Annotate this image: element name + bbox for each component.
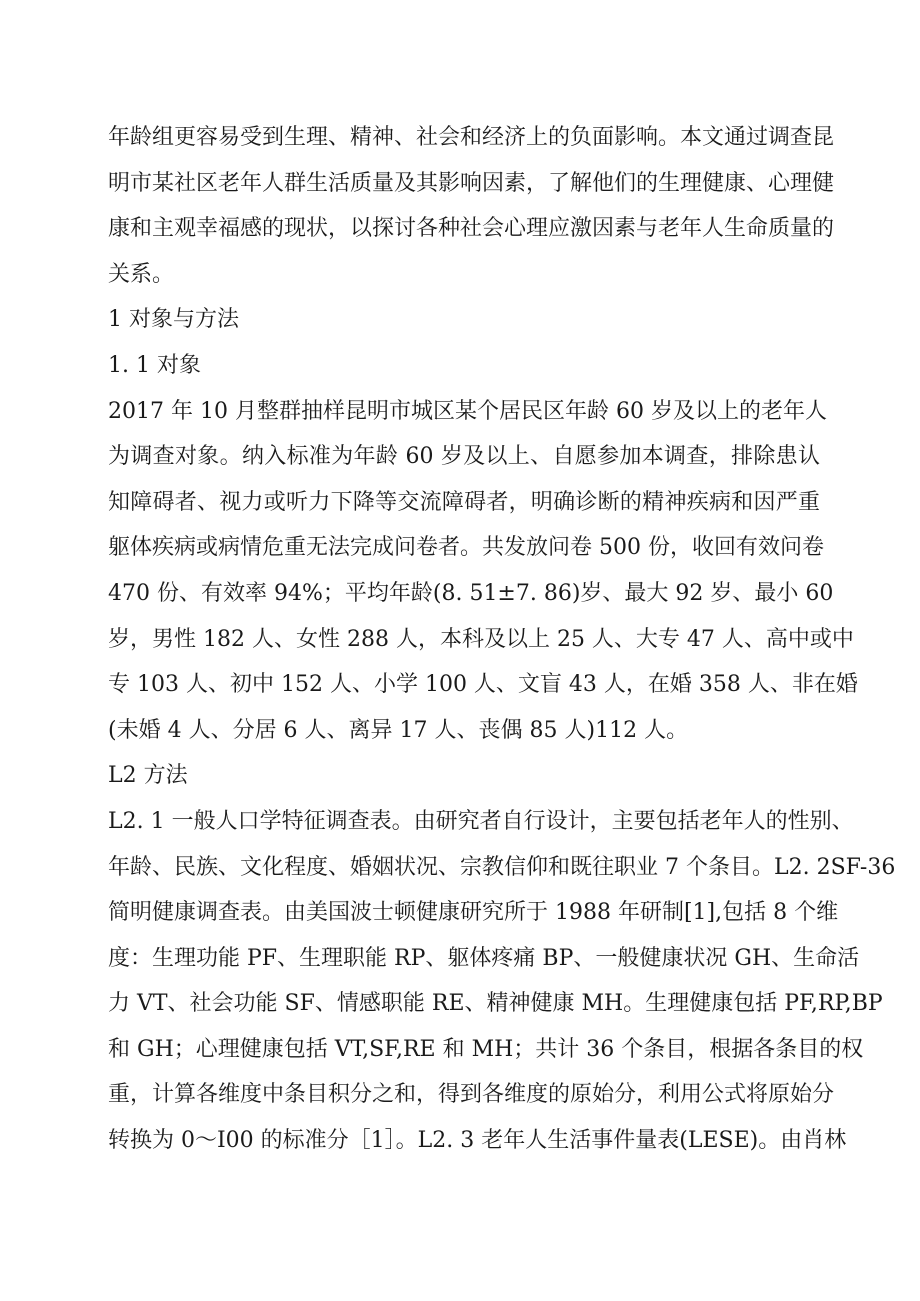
paragraph-line: 岁，男性 182 人、女性 288 人，本科及以上 25 人、大专 47 人、高中或中 — [108, 626, 854, 652]
paragraph-line: 和 GH；心理健康包括 VT,SF,RE 和 MH；共计 36 个条目，根据各条目的权 — [108, 1036, 864, 1062]
body-text — [108, 115, 896, 1164]
paragraph-line: 知障碍者、视力或听力下降等交流障碍者，明确诊断的精神疾病和因严重 — [108, 489, 820, 515]
paragraph-line: 力 VT、社会功能 SF、情感职能 RE、精神健康 MH。生理健康包括 PF,RP,BP — [108, 991, 883, 1017]
paragraph-line: 为调查对象。纳入标准为年龄 60 岁及以上、自愿参加本调查，排除患认 — [108, 444, 820, 470]
paragraph-line: 2017 年 10 月整群抽样昆明市城区某个居民区年龄 60 岁及以上的老年人 — [108, 398, 827, 424]
paragraph-line: 康和主观幸福感的现状，以探讨各种社会心理应激因素与老年人生命质量的 — [108, 216, 835, 242]
paragraph-line: 度：生理功能 PF、生理职能 RP、躯体疼痛 BP、一般健康状况 GH、生命活 — [108, 945, 860, 971]
paragraph-line: 简明健康调查表。由美国波士顿健康研究所于 1988 年研制[1],包括 8 个维 — [108, 900, 839, 926]
paragraph-line: 470 份、有效率 94%；平均年龄(8. 51±7. 86)岁、最大 92 岁、最小 60 — [108, 580, 834, 606]
paragraph-line: 年龄、民族、文化程度、婚姻状况、宗教信仰和既往职业 7 个条目。L2. 2SF-36 — [108, 854, 896, 880]
paragraph-line: L2. 1 一般人口学特征调查表。由研究者自行设计，主要包括老年人的性别、 — [108, 808, 854, 834]
paragraph-line: 重，计算各维度中条目积分之和，得到各维度的原始分，利用公式将原始分 — [108, 1082, 835, 1108]
paragraph-line: 年龄组更容易受到生理、精神、社会和经济上的负面影响。本文通过调查昆 — [108, 125, 835, 150]
paragraph-line: 明市某社区老年人群生活质量及其影响因素，了解他们的生理健康、心理健 — [108, 170, 835, 196]
paragraph-line: (未婚 4 人、分居 6 人、离异 17 人、丧偶 85 人)112 人。 — [108, 717, 689, 743]
section-heading: 1 对象与方法 — [108, 307, 239, 333]
paragraph-line: 转换为 0～I00 的标准分［1］。L2. 3 老年人生活事件量表(LESE)。由肖林 — [108, 1128, 847, 1154]
paragraph-line: 专 103 人、初中 152 人、小学 100 人、文盲 43 人，在婚 358 人、非在婚 — [108, 672, 858, 698]
paragraph-line: 躯体疾病或病情危重无法完成问卷者。共发放问卷 500 份，收回有效问卷 — [108, 535, 824, 561]
subsection-heading: 1. 1 对象 — [108, 352, 201, 378]
section-heading: L2 方法 — [108, 763, 188, 789]
paragraph-line: 关系。 — [108, 261, 175, 287]
